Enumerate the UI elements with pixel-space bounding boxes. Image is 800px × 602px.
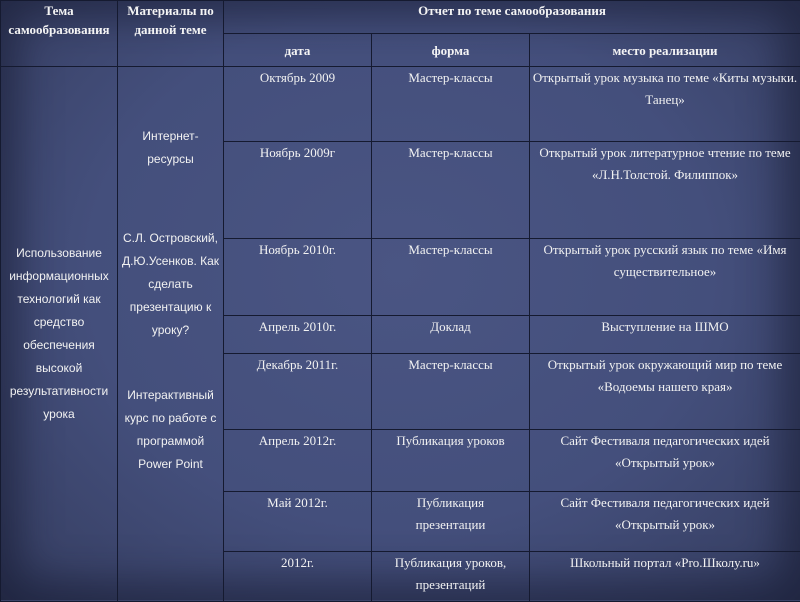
date-cell: Октябрь 2009 (224, 67, 372, 142)
header-place: место реализации (530, 34, 800, 67)
date-cell: Ноябрь 2010г. (224, 239, 372, 316)
place-cell: Школьный портал «Pro.Школу.ru» (530, 552, 800, 602)
date-cell: 2012г. (224, 552, 372, 602)
header-report: Отчет по теме самообразования (224, 1, 800, 34)
topic-cell: Использование информационных технологий как средство обеспечения высокой результативности урока (1, 67, 118, 602)
header-topic: Тема самообразования (1, 1, 118, 67)
place-cell: Сайт Фестиваля педагогических идей «Открытый урок» (530, 430, 800, 492)
form-cell: Публикация презентации (372, 492, 530, 552)
place-cell: Открытый урок литературное чтение по теме «Л.Н.Толстой. Филиппок» (530, 142, 800, 239)
date-cell: Ноябрь 2009г (224, 142, 372, 239)
date-cell: Апрель 2010г. (224, 316, 372, 354)
date-cell: Май 2012г. (224, 492, 372, 552)
header-form: форма (372, 34, 530, 67)
place-cell: Открытый урок музыка по теме «Киты музыки. Танец» (530, 67, 800, 142)
form-cell: Мастер-классы (372, 67, 530, 142)
form-cell: Мастер-классы (372, 239, 530, 316)
place-cell: Открытый урок русский язык по теме «Имя существительное» (530, 239, 800, 316)
materials-cell (118, 67, 224, 602)
place-cell: Сайт Фестиваля педагогических идей «Открытый урок» (530, 492, 800, 552)
materials-item: Интерактивный курс по работе с программой Power Point (120, 384, 221, 476)
place-cell: Открытый урок окружающий мир по теме «Водоемы нашего края» (530, 354, 800, 430)
table-row (1, 67, 800, 142)
place-cell: Выступление на ШМО (530, 316, 800, 354)
form-cell: Доклад (372, 316, 530, 354)
date-cell: Декабрь 2011г. (224, 354, 372, 430)
materials-item: Интернет-ресурсы (120, 125, 221, 171)
form-cell: Публикация уроков (372, 430, 530, 492)
header-date: дата (224, 34, 372, 67)
materials-item: С.Л. Островский, Д.Ю.Усенков. Как сделать презентацию к уроку? (120, 227, 221, 342)
form-cell: Публикация уроков, презентаций (372, 552, 530, 602)
form-cell: Мастер-классы (372, 142, 530, 239)
form-cell: Мастер-классы (372, 354, 530, 430)
date-cell: Апрель 2012г. (224, 430, 372, 492)
header-materials: Материалы по данной теме (118, 1, 224, 67)
